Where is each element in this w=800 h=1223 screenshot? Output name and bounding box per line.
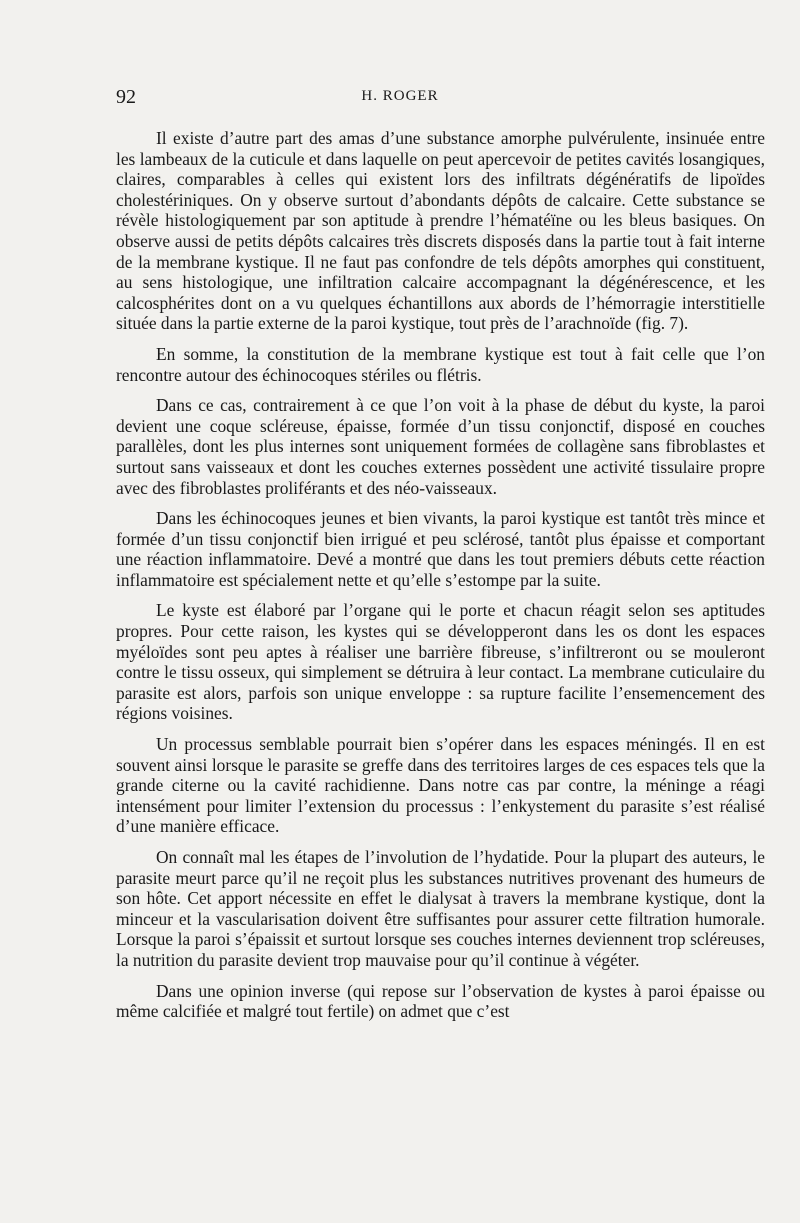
paragraph-3: Dans ce cas, contrairement à ce que l’on voit à la phase de début du kyste, la paroi devient une coque scléreuse, épaisse, formée d’un tissu conjonctif, disposé en couches parallèles, dont les plus internes sont uniquement formées de collagène sans fibroblastes et surtout sans vaisseaux et dont les couches externes possèdent une activité tissulaire propre avec des fibroblastes proliférants et des néo-vaisseaux. [116, 395, 765, 498]
paragraph-1: Il existe d’autre part des amas d’une substance amorphe pulvérulente, insinuée entre les lambeaux de la cuticule et dans laquelle on peut apercevoir de petites cavités losangiques, claires, comparables à celles qui existent lors des infiltrats dégénératifs de lipoïdes cholestériniques. On y observe surtout d’abondants dépôts de calcaire. Cette substance se révèle histologiquement par son aptitude à prendre l’hématéïne ou les bleus basiques. On observe aussi de petits dépôts calcaires très discrets disposés dans la partie tout à fait interne de la membrane kystique. Il ne faut pas confondre de tels dépôts amorphes qui constituent, au sens histologique, une infiltration calcaire accompagnant la dégénérescence, et les calcosphérites dont on a vu quelques échantillons aux abords de l’hémorragie interstitielle située dans la partie externe de la paroi kystique, tout près de l’arachnoïde (fig. 7). [116, 128, 765, 334]
paragraph-8: Dans une opinion inverse (qui repose sur l’observation de kystes à paroi épaisse ou même calcifiée et malgré tout fertile) on admet que c’est [116, 980, 765, 1022]
paragraph-6: Un processus semblable pourrait bien s’opérer dans les espaces méningés. Il en est souvent ainsi lorsque le parasite se greffe dans des territoires larges de ces espaces tels que la grande citerne ou la cavité rachidienne. Dans notre cas par contre, la méninge a réagi intensément pour limiter l’extension du processus : l’enkystement du parasite s’est réalisé d’une manière efficace. [116, 734, 765, 837]
page-header [0, 86, 800, 116]
paragraph-7: On connaît mal les étapes de l’involution de l’hydatide. Pour la plupart des auteurs, le parasite meurt parce qu’il ne reçoit plus les substances nutritives provenant des humeurs de son hôte. Cet apport nécessite en effet le dialysat à travers la membrane kystique, dont la minceur et la vascularisation doivent être suffisantes pour assurer cette filtration humorale. Lorsque la paroi s’épaissit et surtout lorsque ses couches internes deviennent trop scléreuses, la nutrition du parasite devient trop mauvaise pour qu’il continue à végéter. [116, 847, 765, 970]
running-head: H. ROGER [361, 88, 439, 104]
paragraph-5: Le kyste est élaboré par l’organe qui le porte et chacun réagit selon ses aptitudes propres. Pour cette raison, les kystes qui se développeront dans les os dont les espaces myéloïdes sont peu aptes à réaliser une barrière fibreuse, s’infiltreront ou se mouleront contre le tissu osseux, qui simplement se détruira à leur contact. La membrane cuticulaire du parasite est alors, parfois son unique enveloppe : sa rupture facilite l’ensemencement des régions voisines. [116, 600, 765, 724]
paragraph-4: Dans les échinocoques jeunes et bien vivants, la paroi kystique est tantôt très mince et formée d’un tissu conjonctif bien irrigué et peu sclérosé, tantôt plus épaisse et comportant une réaction inflammatoire. Devé a montré que dans les tout premiers débuts cette réaction inflammatoire est spécialement nette et qu’elle s’estompe par la suite. [116, 508, 765, 590]
page-number: 92 [116, 86, 136, 108]
body-text [116, 128, 765, 1032]
paragraph-2: En somme, la constitution de la membrane kystique est tout à fait celle que l’on rencontre autour des échinocoques stériles ou flétris. [116, 343, 765, 385]
